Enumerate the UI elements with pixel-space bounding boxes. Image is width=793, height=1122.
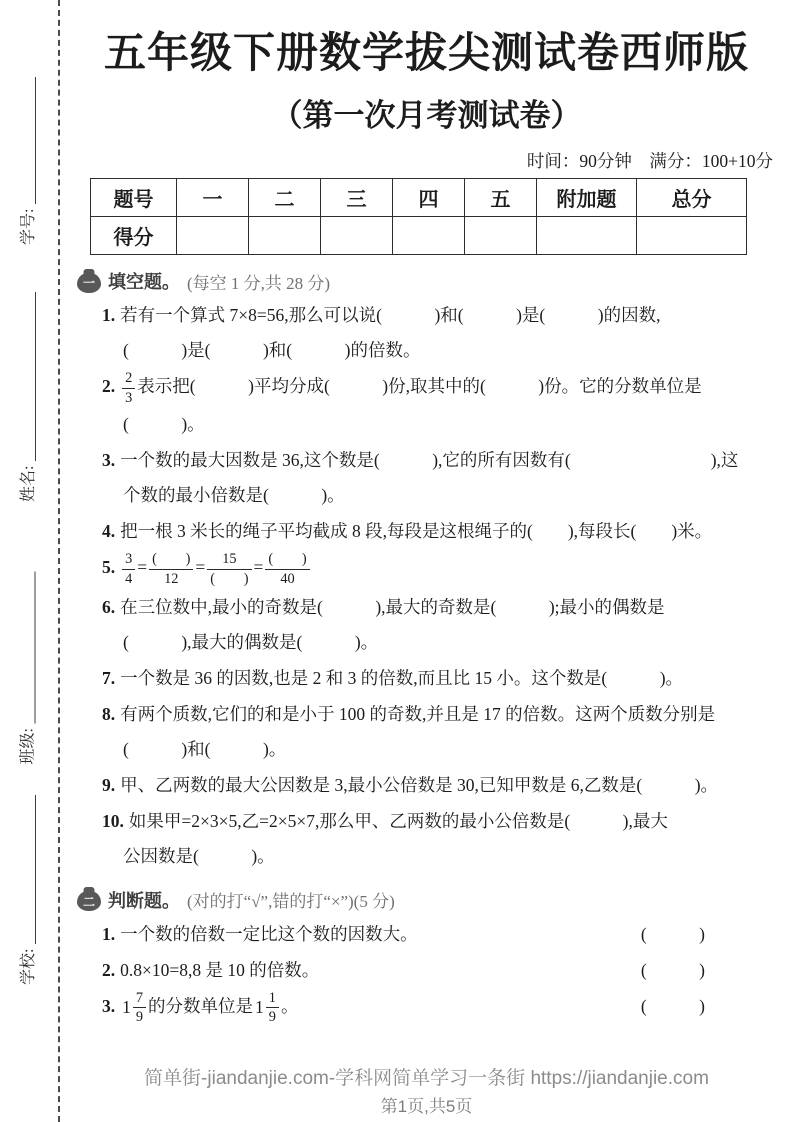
fraction-denominator: 3: [125, 389, 133, 406]
question-text: ( ),最大的偶数是( )。: [123, 631, 379, 652]
class-field: [17, 570, 39, 765]
section-title: 判断题。: [108, 890, 180, 911]
score-cell: [637, 217, 747, 255]
question: [102, 697, 777, 767]
question-number: 1.: [102, 305, 116, 325]
answer-blank: ( ): [640, 995, 705, 1016]
fraction-stack: [207, 550, 251, 588]
fraction-denominator: ( ): [210, 570, 249, 587]
score-table-header-cell: 附加题: [537, 179, 637, 217]
section-score-note: (对的打“√”,错的打“×”)(5 分): [187, 892, 395, 912]
question-text: =: [195, 557, 206, 578]
score-table-header-row: [91, 179, 747, 217]
question: [102, 953, 777, 988]
score-table-header-cell: 一: [177, 179, 249, 217]
score-cell: [465, 217, 537, 255]
question-list: [102, 298, 777, 874]
fraction-denominator: 12: [164, 570, 179, 587]
question: [102, 989, 777, 1027]
fraction-numerator: 3: [122, 550, 135, 570]
fraction-denominator: 40: [280, 570, 295, 587]
question-number: 10.: [102, 810, 124, 831]
student-id-field: [17, 75, 39, 245]
question-text: ( )和( )。: [123, 738, 287, 759]
question-text: 一个数是 36 的因数,也是 2 和 3 的倍数,而且比 15 小。这个数是( )。: [120, 667, 684, 688]
class-blank-line: [35, 572, 36, 724]
answer-blank: ( ): [640, 959, 705, 980]
question-number: 4.: [102, 521, 116, 542]
question: [102, 514, 777, 549]
question-number: 9.: [102, 774, 116, 795]
question: [102, 768, 777, 803]
test-paper: [76, 0, 777, 1122]
question-number: 8.: [102, 703, 116, 724]
footer-page-number: 第1页,共5页: [380, 1097, 473, 1116]
question: [102, 369, 777, 442]
student-name-blank-line: [35, 292, 36, 461]
fraction-stack: [149, 550, 193, 588]
question-number: 3.: [102, 450, 116, 471]
question: [102, 804, 777, 874]
question-text: 0.8×10=8,8 是 10 的倍数。: [120, 959, 320, 980]
score-cell: [321, 217, 393, 255]
question-text: 公因数是( )。: [123, 845, 275, 866]
fraction-stack: [122, 550, 135, 588]
question: [102, 661, 777, 696]
answer-blank: ( ): [640, 923, 705, 944]
question-number: 2.: [102, 959, 116, 980]
page-title: 五年级下册数学拔尖测试卷西师版: [103, 31, 749, 77]
student-id-blank-line: [35, 77, 36, 204]
page-footer: [76, 1063, 777, 1117]
section: [76, 268, 777, 874]
score-table-header-cell: 四: [393, 179, 465, 217]
fraction-stack: [133, 989, 146, 1027]
fraction-stack: [122, 369, 135, 407]
question-number: 3.: [102, 995, 116, 1016]
score-table: [90, 178, 747, 255]
score-table-header-cell: 二: [249, 179, 321, 217]
section-header: [77, 268, 777, 294]
mixed-number: [255, 989, 279, 1027]
fraction-numerator: ( ): [149, 550, 193, 570]
score-cell: [249, 217, 321, 255]
school-blank-line: [35, 795, 36, 944]
fraction-stack: [266, 989, 279, 1027]
whole-number: 1: [255, 997, 264, 1018]
fraction-denominator: 9: [268, 1009, 276, 1026]
fraction: [265, 550, 309, 588]
fraction: [122, 550, 135, 588]
score-table-header-cell: 五: [465, 179, 537, 217]
question-text: =: [253, 557, 264, 578]
question: [102, 917, 777, 952]
question-list: [102, 917, 777, 1027]
question-sections: [76, 268, 777, 1027]
question-text: 一个数的最大因数是 36,这个数是( ),它的所有因数有( ),这: [120, 450, 739, 471]
fraction-numerator: 7: [133, 989, 146, 1009]
footer-site-text: 简单街-jiandanjie.com-学科网简单学习一条街 https://jiandanjie.com: [144, 1068, 709, 1089]
question: [102, 443, 777, 513]
question-number: 6.: [102, 596, 116, 617]
student-name-field: [17, 290, 39, 502]
question-number: 1.: [102, 923, 116, 944]
fraction: [207, 550, 251, 588]
page-subtitle: （第一次月考测试卷）: [271, 98, 582, 133]
student-name-label: 姓名:: [20, 465, 37, 502]
student-id-label: 学号:: [20, 208, 37, 245]
question: [102, 550, 777, 588]
score-row-label: 得分: [91, 217, 177, 255]
question: [102, 590, 777, 660]
fraction-numerator: ( ): [265, 550, 309, 570]
section-number-badge-icon: 二: [77, 891, 101, 911]
section: [76, 887, 777, 1027]
question-text: 把一根 3 米长的绳子平均截成 8 段,每段是这根绳子的( ),每段长( )米。: [120, 521, 713, 542]
fraction-numerator: 15: [207, 550, 251, 570]
section-header: [77, 887, 777, 913]
fraction-denominator: 4: [125, 570, 133, 587]
question-text: ( )是( )和( )的倍数。: [123, 340, 421, 360]
question-text: 在三位数中,最小的奇数是( ),最大的奇数是( );最小的偶数是: [120, 596, 665, 617]
section-number-badge-icon: 一: [77, 273, 101, 293]
question-text: 甲、乙两数的最大公因数是 3,最小公倍数是 30,已知甲数是 6,乙数是( )。: [120, 774, 719, 795]
question-text: 个数的最小倍数是( )。: [123, 485, 345, 506]
fraction-stack: [265, 550, 309, 588]
score-table-header-cell: 三: [321, 179, 393, 217]
whole-number: 1: [122, 997, 131, 1018]
question-text: 有两个质数,它们的和是小于 100 的奇数,并且是 17 的倍数。这两个质数分别是: [120, 703, 716, 724]
question-text: =: [137, 557, 148, 578]
school-label: 学校:: [20, 948, 37, 985]
question-text: 若有一个算式 7×8=56,那么可以说( )和( )是( )的因数,: [120, 305, 661, 325]
exam-time-score-info: 时间：90分钟 满分：100+10分: [526, 151, 773, 171]
score-cell: [177, 217, 249, 255]
question-text: 如果甲=2×3×5,乙=2×5×7,那么甲、乙两数的最小公倍数是( ),最大: [128, 810, 668, 831]
fraction-numerator: 1: [266, 989, 279, 1009]
question-text: 一个数的倍数一定比这个数的因数大。: [120, 923, 418, 944]
question-number: 2.: [102, 376, 116, 397]
fraction: [122, 369, 135, 407]
question-text: ( )。: [123, 414, 205, 435]
question-text: 。: [280, 995, 299, 1016]
score-table-header-cell: 题号: [91, 179, 177, 217]
class-label: 班级:: [19, 728, 37, 765]
binding-margin: [0, 0, 60, 1122]
question-text: 的分数单位是: [148, 995, 254, 1016]
score-cell: [537, 217, 637, 255]
fraction-denominator: 9: [135, 1009, 144, 1026]
score-table-score-row: [91, 217, 747, 255]
fraction: [149, 550, 193, 588]
question-number: 7.: [102, 667, 116, 688]
score-table-header-cell: 总分: [637, 179, 747, 217]
mixed-number: [122, 989, 146, 1027]
score-cell: [393, 217, 465, 255]
question-text: 表示把( )平均分成( )份,取其中的( )份。它的分数单位是: [137, 376, 702, 397]
school-field: [17, 793, 39, 985]
fraction-numerator: 2: [122, 369, 135, 389]
question-number: 5.: [102, 557, 116, 578]
section-title: 填空题。: [108, 272, 180, 292]
section-score-note: (每空 1 分,共 28 分): [187, 273, 331, 293]
question: [102, 298, 777, 368]
